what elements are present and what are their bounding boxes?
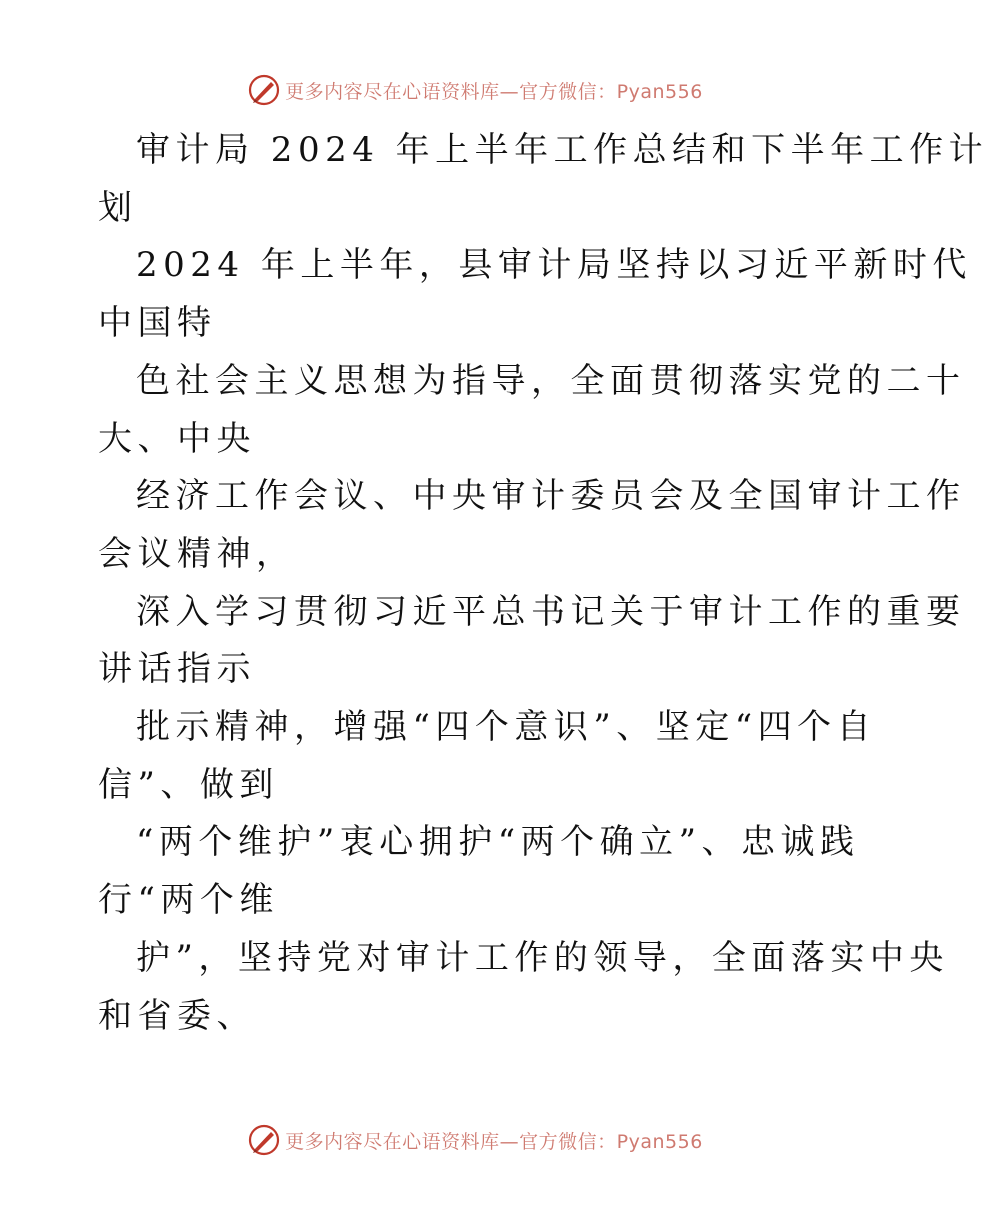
document-body: [98, 122, 988, 1045]
text-line: 中国特: [98, 303, 217, 344]
text-line: 批示精神，增强“四个意识”、坚定“四个自: [136, 707, 877, 748]
text-line: 划: [98, 187, 138, 228]
footer-banner: [0, 1120, 950, 1160]
pen-seal-logo-icon: [247, 1123, 281, 1157]
text-line: 会议精神，: [98, 533, 296, 574]
text-line: 讲话指示: [98, 649, 256, 690]
text-line: 护”，坚持党对审计工作的领导，全面落实中央: [136, 937, 949, 978]
text-line: 大、中央: [98, 418, 256, 459]
footer-banner-text: 更多内容尽在心语资料库—官方微信：Pyan556: [285, 1130, 703, 1153]
text-line: 色社会主义思想为指导，全面贯彻落实党的二十: [136, 360, 966, 401]
text-line: 信”、做到: [98, 764, 279, 805]
text-line: 审计局 2024 年上半年工作总结和下半年工作计: [136, 130, 988, 170]
header-banner-text: 更多内容尽在心语资料库—官方微信：Pyan556: [285, 80, 703, 103]
text-line: 行“两个维: [98, 880, 279, 921]
text-line: 2024 年上半年，县审计局坚持以习近平新时代: [136, 245, 972, 286]
pen-seal-logo-icon: [247, 73, 281, 107]
text-line: 和省委、: [98, 995, 256, 1036]
text-line: 深入学习贯彻习近平总书记关于审计工作的重要: [136, 591, 966, 632]
text-line: 经济工作会议、中央审计委员会及全国审计工作: [136, 476, 966, 517]
text-line: “两个维护”衷心拥护“两个确立”、忠诚践: [136, 822, 860, 863]
header-banner: [0, 70, 950, 110]
